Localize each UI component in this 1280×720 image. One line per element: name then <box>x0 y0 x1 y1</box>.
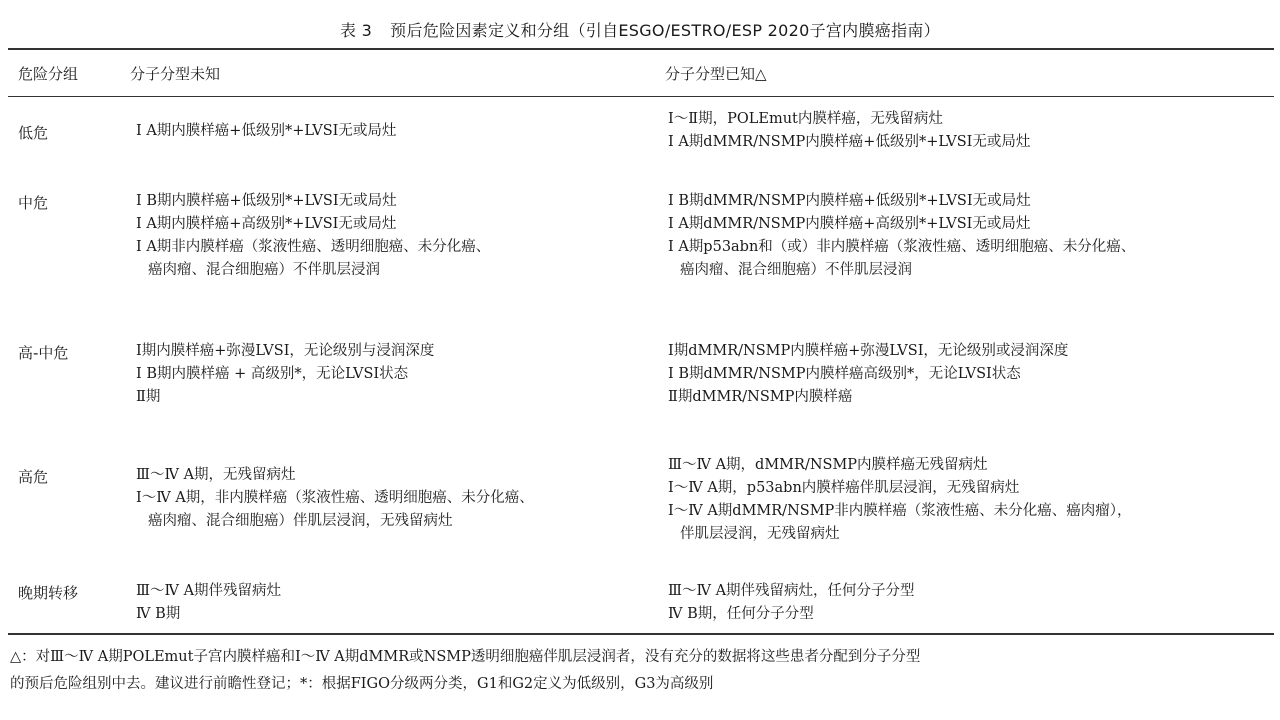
row-group-low: 低危 <box>18 124 49 142</box>
row-line: Ⅰ～Ⅱ期，POLEmut内膜样癌，无残留病灶 <box>668 111 943 127</box>
row-line: 癌肉瘤、混合细胞癌）不伴肌层浸润 <box>148 262 380 278</box>
row-low-unknown <box>136 120 396 143</box>
row-line: Ⅰ～Ⅳ A期dMMR/NSMP非内膜样癌（浆液性癌、未分化癌、癌肉瘤）， <box>668 503 1132 519</box>
row-intermediate-unknown <box>136 190 490 282</box>
footnote-line: △：对Ⅲ～Ⅳ A期POLEmut子宫内膜样癌和Ⅰ～Ⅳ A期dMMR或NSMP透明细胞癌伴肌层浸润者，没有充分的数据将这些患者分配到分子分型 <box>10 649 921 665</box>
row-line: Ⅳ B期 <box>136 606 181 622</box>
row-line: Ⅰ B期内膜样癌 + 高级别*，无论LVSI状态 <box>136 366 409 382</box>
row-line: Ⅲ～Ⅳ A期，dMMR/NSMP内膜样癌无残留病灶 <box>668 457 988 473</box>
table-footnote <box>10 644 1272 698</box>
row-group-high: 高危 <box>18 468 49 486</box>
row-line: Ⅰ A期内膜样癌+高级别*+LVSI无或局灶 <box>136 216 397 232</box>
header-rule <box>8 96 1274 97</box>
row-group-high-intermediate: 高-中危 <box>18 344 69 362</box>
row-line: Ⅰ A期dMMR/NSMP内膜样癌+低级别*+LVSI无或局灶 <box>668 134 1031 150</box>
row-advanced-unknown <box>136 580 281 626</box>
row-line: Ⅰ期内膜样癌+弥漫LVSI，无论级别与浸润深度 <box>136 343 435 359</box>
row-low-known <box>668 108 1030 154</box>
header-molecular-unknown: 分子分型未知 <box>130 65 221 83</box>
row-line: Ⅱ期dMMR/NSMP内膜样癌 <box>668 389 853 405</box>
table-title-text: 预后危险因素定义和分组（引自ESGO/ESTRO/ESP 2020子宫内膜癌指南） <box>390 21 940 40</box>
header-risk-group: 危险分组 <box>18 65 79 83</box>
row-line: Ⅰ B期内膜样癌+低级别*+LVSI无或局灶 <box>136 193 397 209</box>
row-group-advanced: 晚期转移 <box>18 584 79 602</box>
row-line: Ⅲ～Ⅳ A期伴残留病灶 <box>136 583 282 599</box>
row-line: Ⅲ～Ⅳ A期，无残留病灶 <box>136 467 296 483</box>
row-line: 癌肉瘤、混合细胞癌）不伴肌层浸润 <box>680 262 912 278</box>
row-advanced-known <box>668 580 915 626</box>
row-line: 伴肌层浸润，无残留病灶 <box>680 526 840 542</box>
row-line: Ⅰ A期非内膜样癌（浆液性癌、透明细胞癌、未分化癌、 <box>136 239 491 255</box>
row-line: 癌肉瘤、混合细胞癌）伴肌层浸润，无残留病灶 <box>148 513 453 529</box>
bottom-rule <box>8 633 1274 635</box>
row-line: Ⅰ A期p53abn和（或）非内膜样癌（浆液性癌、透明细胞癌、未分化癌、 <box>668 239 1136 255</box>
row-high-known <box>668 454 1132 546</box>
row-line: Ⅰ B期dMMR/NSMP内膜样癌+低级别*+LVSI无或局灶 <box>668 193 1031 209</box>
row-high-intermediate-known <box>668 340 1068 409</box>
row-line: Ⅰ期dMMR/NSMP内膜样癌+弥漫LVSI，无论级别或浸润深度 <box>668 343 1069 359</box>
row-line: Ⅰ～Ⅳ A期，非内膜样癌（浆液性癌、透明细胞癌、未分化癌、 <box>136 490 534 506</box>
row-line: Ⅱ期 <box>136 389 161 405</box>
row-intermediate-known <box>668 190 1135 282</box>
table-title <box>0 18 1280 41</box>
row-line: Ⅰ B期dMMR/NSMP内膜样癌高级别*，无论LVSI状态 <box>668 366 1021 382</box>
row-high-unknown <box>136 464 534 533</box>
header-molecular-known: 分子分型已知△ <box>665 65 767 83</box>
row-line: Ⅳ B期，任何分子分型 <box>668 606 814 622</box>
table-number: 表 3 <box>340 21 373 40</box>
top-rule <box>8 48 1274 50</box>
footnote-line: 的预后危险组别中去。建议进行前瞻性登记；*：根据FIGO分级两分类，G1和G2定义为低级别，G3为高级别 <box>10 676 714 692</box>
row-high-intermediate-unknown <box>136 340 434 409</box>
row-group-intermediate: 中危 <box>18 194 49 212</box>
row-line: Ⅰ～Ⅳ A期，p53abn内膜样癌伴肌层浸润，无残留病灶 <box>668 480 1020 496</box>
row-line: Ⅲ～Ⅳ A期伴残留病灶，任何分子分型 <box>668 583 915 599</box>
row-line: Ⅰ A期内膜样癌+低级别*+LVSI无或局灶 <box>136 123 397 139</box>
row-line: Ⅰ A期dMMR/NSMP内膜样癌+高级别*+LVSI无或局灶 <box>668 216 1031 232</box>
